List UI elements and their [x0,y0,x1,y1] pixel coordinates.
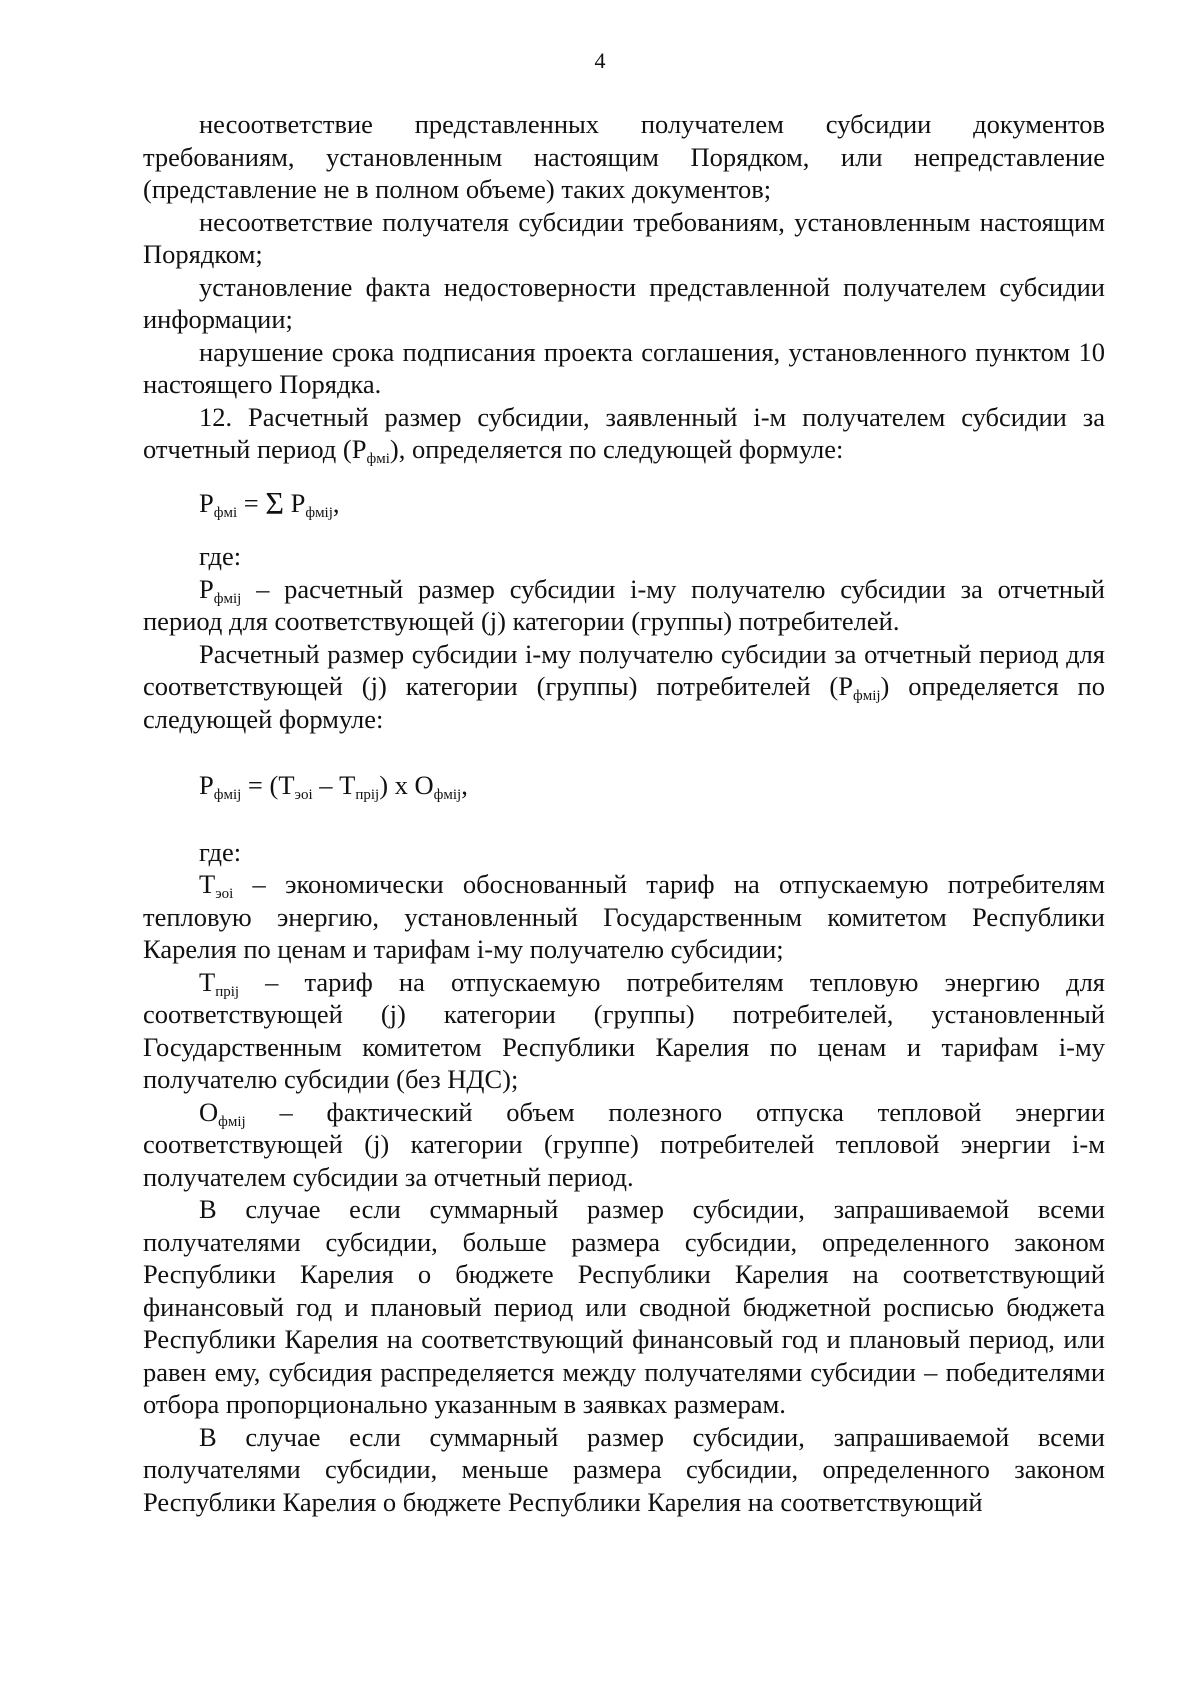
paragraph-case-more: В случае если суммарный размер субсидии, запрашиваемой всеми получателями субсидии, больше размера субсидии, определенного законом Республики Карелия о бюджете Республики Карелия на соответствующий финансовый год и плановый период или сводной бюджетной росписью бюджета Республики Карелия на соответствующий финансовый год и плановый период, или равен ему, субсидия распределяется между получателями субсидии – победителями отбора пропорционально указанным в заявках размерам. [143,1194,1105,1419]
paragraph-case-less: В случае если суммарный размер субсидии, запрашиваемой всеми получателями субсидии, меньше размера субсидии, определенного законом Республики Карелия о бюджете Республики Карелия на соответствующий [143,1421,1105,1517]
formula-total-subsidy: $Р_{фмi} = \Sigma$ $Р_{фмij}$, [199,484,340,521]
formula-category-subsidy: $Р_{фмij} = (Т_{эоi} - Т_{прij})$ х $О_{фмij}$, [199,770,468,803]
definition-tprij: $Т_{прij}$ – тариф на отпускаемую потребителям тепловую энергию для соответствующей (j) категории (группы) потребителей, установленный Государственным комитетом Республики Карелия по ценам и тарифам i-му получателю субсидии (без НДС); [143,966,1105,1094]
paragraph-12: 12. Расчетный размер субсидии, заявленный i-м получателем субсидии за отчетный период $(Р_{фмi})$, определяется по следующей формуле: [143,401,1105,467]
definition-pfmij: $Р_{фмij}$ – расчетный размер субсидии i-му получателю субсидии за отчетный период для соответствующей (j) категории (группы) потребителей. [143,573,1105,636]
paragraph-calculation: Расчетный размер субсидии i-му получателю субсидии за отчетный период для соответствующей (j) категории (группы) потребителей $(Р_{фмij})$ определяется по следующей формуле: [143,638,1105,734]
where-label-2: где: [199,836,242,867]
paragraph-signing-deadline: нарушение срока подписания проекта соглашения, установленного пунктом 10 настоящего Порядка. [143,336,1105,399]
page-number: 4 [594,48,606,73]
where-label-1: где: [199,541,242,571]
definition-teoi: $Т_{эоi}$ – экономически обоснованный тариф на отпускаемую потребителям тепловую энергию, установленный Государственным комитетом Республики Карелия по ценам и тарифам i-му получателю субсидии; [143,869,1105,964]
document-body [143,108,1105,1518]
sigma-symbol: Σ [265,484,284,521]
paragraph-false-info: установление факта недостоверности представленной получателем субсидии информации; [143,271,1105,334]
paragraph-docs-mismatch: несоответствие представленных получателем субсидии документов требованиям, установленным настоящим Порядком, или непредставление (представление не в полном объеме) таких документов; [143,109,1105,204]
definition-ofmij: $О_{фмij}$ – фактический объем полезного отпуска тепловой энергии соответствующей (j) категории (группе) потребителей тепловой энергии i-м получателем субсидии за отчетный период. [143,1096,1105,1192]
paragraph-recipient-mismatch: несоответствие получателя субсидии требованиям, установленным настоящим Порядком; [143,206,1105,269]
